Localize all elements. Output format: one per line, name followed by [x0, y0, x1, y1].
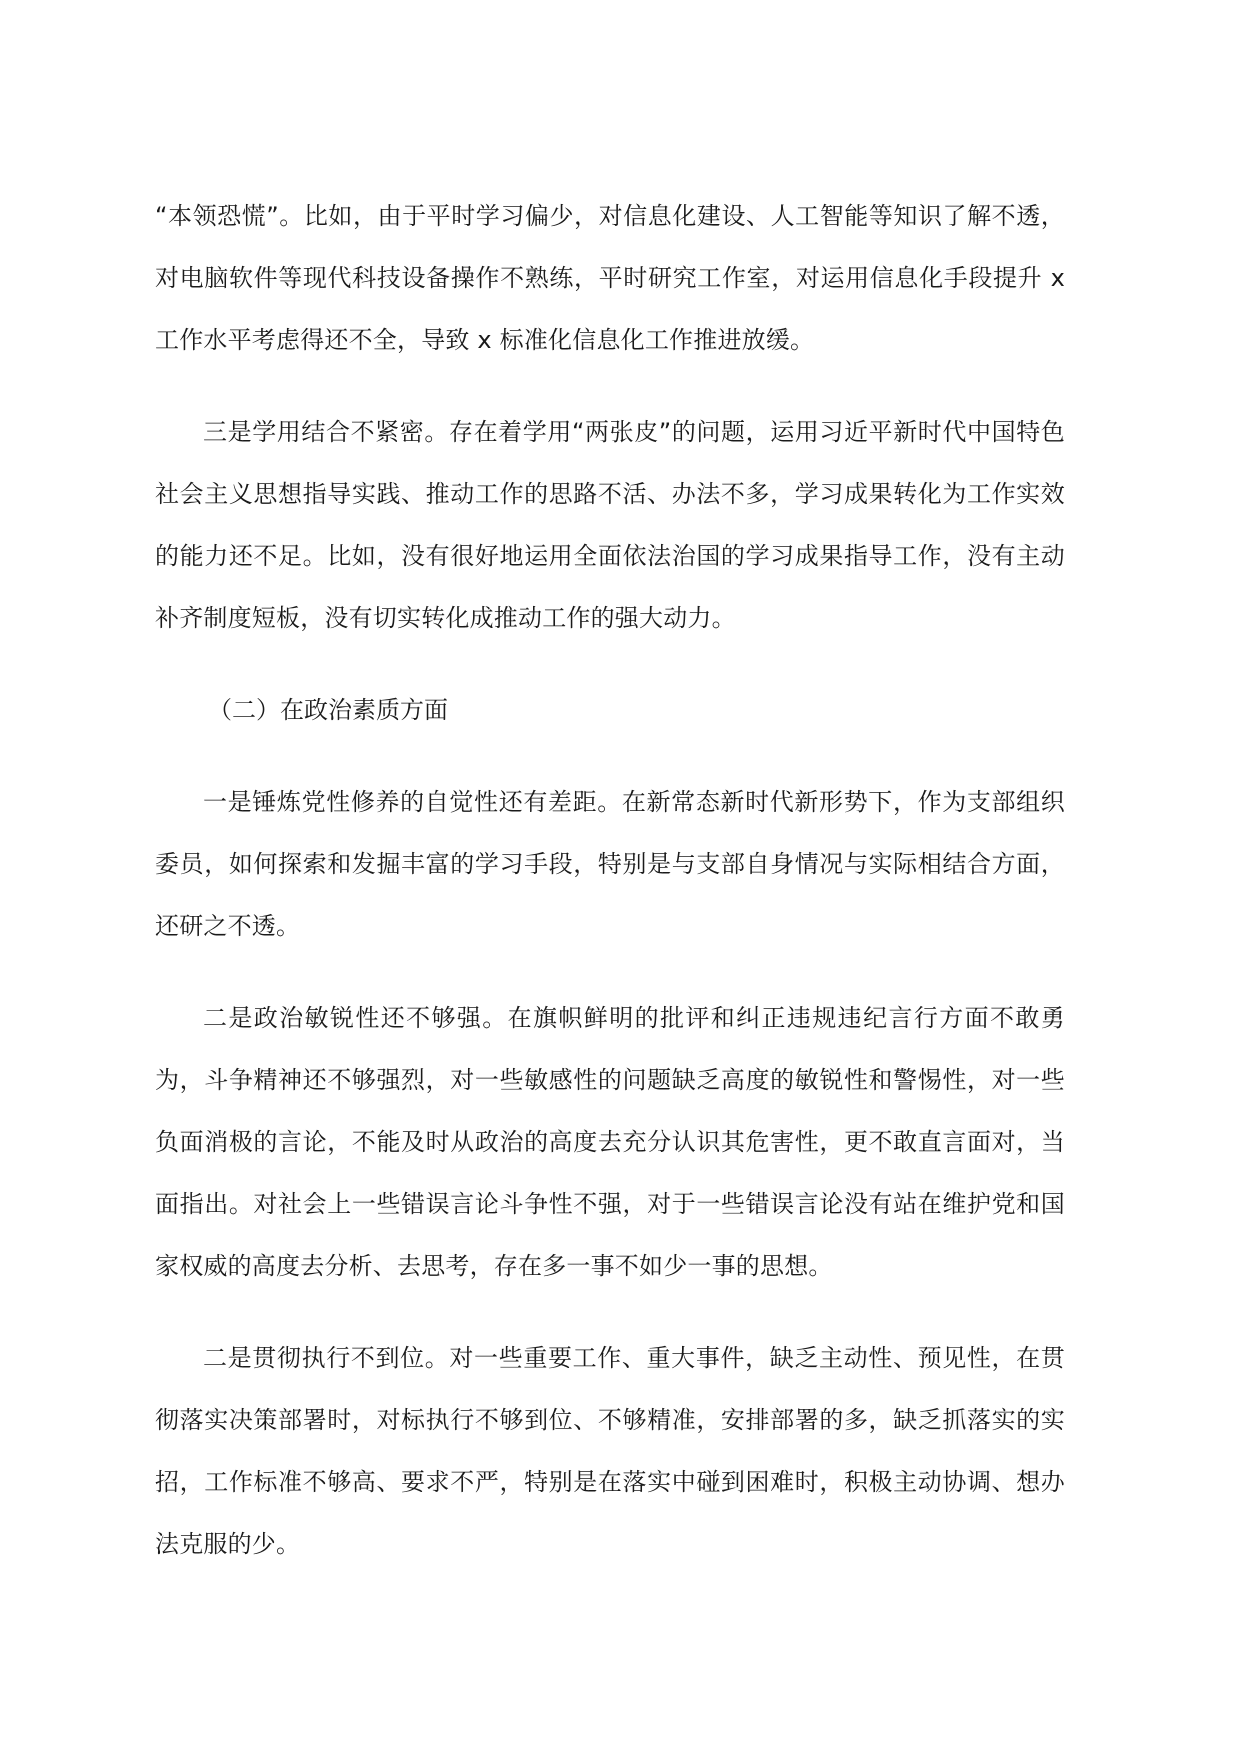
document-body: [155, 185, 1065, 1605]
paragraph-implementation: 二是贯彻执行不到位。对一些重要工作、重大事件，缺乏主动性、预见性，在贯彻落实决策部署时，对标执行不够到位、不够精准，安排部署的多，缺乏抓落实的实招，工作标准不够高、要求不严，特别是在落实中碰到困难时，积极主动协调、想办法克服的少。: [155, 1344, 1065, 1558]
paragraph-political-sensitivity: 二是政治敏锐性还不够强。在旗帜鲜明的批评和纠正违规违纪言行方面不敢勇为，斗争精神还不够强烈，对一些敏感性的问题缺乏高度的敏锐性和警惕性，对一些负面消极的言论，不能及时从政治的高度去充分认识其危害性，更不敢直言面对，当面指出。对社会上一些错误言论斗争性不强，对于一些错误言论没有站在维护党和国家权威的高度去分析、去思考，存在多一事不如少一事的思想。: [155, 1004, 1065, 1280]
paragraph-continuation: “本领恐慌”。比如，由于平时学习偏少，对信息化建设、人工智能等知识了解不透，对电脑软件等现代科技设备操作不熟练，平时研究工作室，对运用信息化手段提升 x 工作水平考虑得还不全，导致 x 标准化信息化工作推进放缓。: [155, 202, 1065, 354]
section-heading-political-quality: （二）在政治素质方面: [208, 696, 448, 724]
paragraph-party-spirit: 一是锤炼党性修养的自觉性还有差距。在新常态新时代新形势下，作为支部组织委员，如何探索和发掘丰富的学习手段，特别是与支部自身情况与实际相结合方面，还研之不透。: [155, 788, 1065, 940]
paragraph-study-application: 三是学用结合不紧密。存在着学用“两张皮”的问题，运用习近平新时代中国特色社会主义思想指导实践、推动工作的思路不活、办法不多，学习成果转化为工作实效的能力还不足。比如，没有很好地运用全面依法治国的学习成果指导工作，没有主动补齐制度短板，没有切实转化成推动工作的强大动力。: [155, 418, 1065, 632]
